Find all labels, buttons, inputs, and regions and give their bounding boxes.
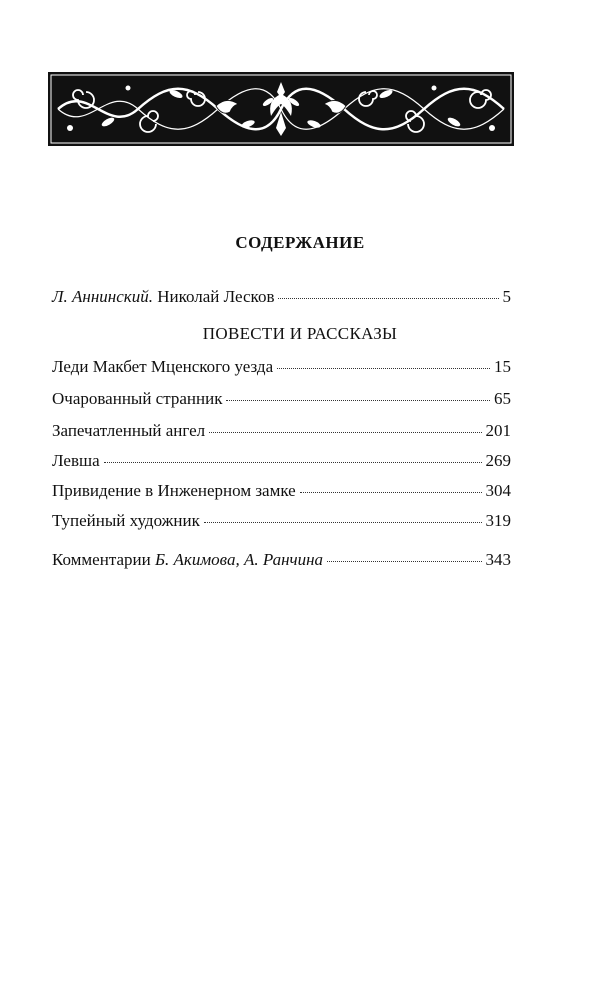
toc-entry-page: 343 bbox=[485, 550, 511, 569]
toc-entry[interactable] bbox=[52, 481, 511, 505]
toc-entry-title: Тупейный художник bbox=[52, 511, 200, 530]
toc-entry-page: 65 bbox=[494, 389, 511, 408]
toc-entry-page: 304 bbox=[485, 481, 511, 500]
dot-leader bbox=[226, 400, 490, 401]
toc-entry-label bbox=[52, 287, 274, 307]
toc-entry-title: Привидение в Инженерном замке bbox=[52, 481, 296, 500]
toc-entry-title: Леди Макбет Мценского уезда bbox=[52, 357, 274, 376]
toc-heading: СОДЕРЖАНИЕ bbox=[235, 233, 365, 252]
toc-entry-title: Запечатленный ангел bbox=[52, 421, 206, 440]
toc-entry-title: Николай Лесков bbox=[157, 287, 275, 306]
dot-leader bbox=[300, 492, 482, 493]
toc-entry[interactable] bbox=[52, 451, 511, 475]
toc-entry-title: Очарованный странник bbox=[52, 389, 223, 408]
dot-leader bbox=[204, 522, 482, 523]
toc-entry[interactable] bbox=[52, 511, 511, 535]
dot-leader bbox=[209, 432, 481, 433]
toc-entry-page: 201 bbox=[485, 421, 511, 440]
toc-entry-page: 5 bbox=[502, 287, 511, 306]
toc-entry-author: Л. Аннинский. bbox=[52, 287, 153, 306]
section-heading: ПОВЕСТИ И РАССКАЗЫ bbox=[202, 324, 398, 343]
toc-entry[interactable] bbox=[52, 389, 511, 413]
toc-entry-page: 269 bbox=[485, 451, 511, 470]
dot-leader bbox=[327, 561, 481, 562]
toc-entry-title: Левша bbox=[52, 451, 100, 470]
toc-entry-page: 15 bbox=[494, 357, 511, 376]
toc-entry-prefix: Комментарии bbox=[52, 550, 151, 569]
toc-entry-commentary[interactable] bbox=[52, 550, 511, 574]
toc-entry-intro[interactable] bbox=[52, 287, 511, 311]
dot-leader bbox=[278, 298, 498, 299]
toc-entry[interactable] bbox=[52, 357, 511, 381]
toc-entry-authors: Б. Акимова, А. Ранчина bbox=[154, 550, 324, 569]
dot-leader bbox=[104, 462, 482, 463]
dot-leader bbox=[277, 368, 490, 369]
toc-entry[interactable] bbox=[52, 421, 511, 445]
toc-entry-label bbox=[52, 550, 323, 570]
toc-entry-page: 319 bbox=[485, 511, 511, 530]
decorative-headpiece bbox=[48, 72, 514, 146]
